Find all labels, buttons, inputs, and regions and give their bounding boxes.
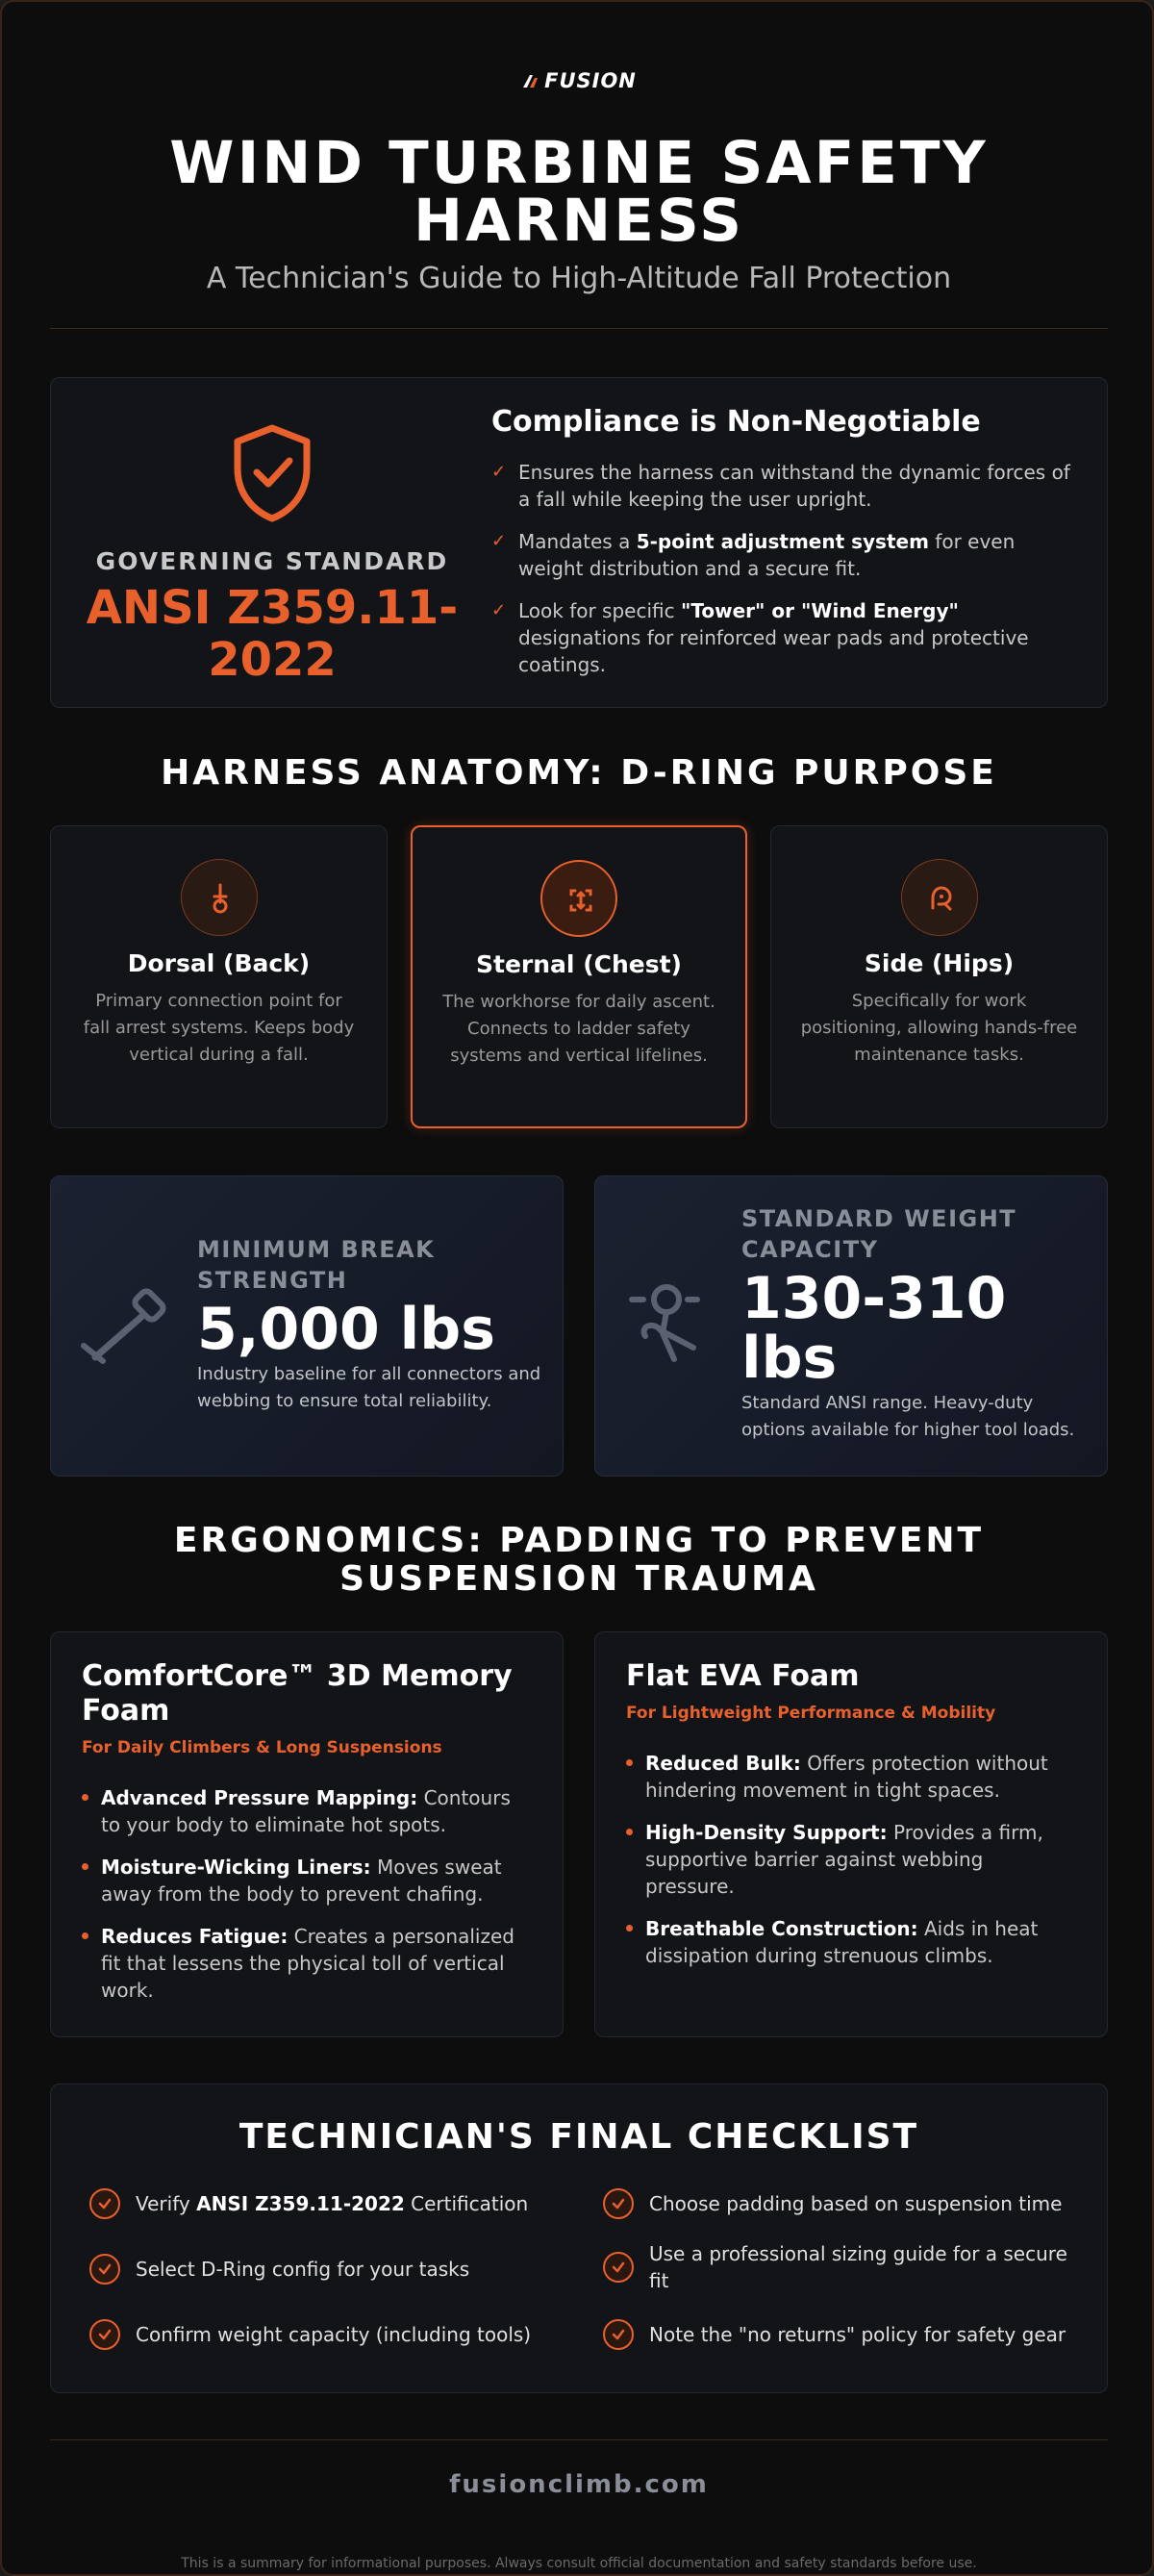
brand-logo[interactable]	[2, 69, 1154, 93]
d-ring-name: Side (Hips)	[864, 949, 1015, 977]
stat-value: 5,000 lbs	[197, 1296, 495, 1363]
compliance-title: Compliance is Non-Negotiable	[491, 405, 981, 439]
anatomy-section-title: HARNESS ANATOMY: D-RING PURPOSE	[161, 753, 997, 793]
stat-label: MINIMUM BREAK STRENGTH	[197, 1236, 436, 1294]
d-ring-description: Specifically for work positioning, allowing hands-free maintenance tasks.	[800, 991, 1078, 1065]
pad-subtitle: For Daily Climbers & Long Suspensions	[82, 1738, 442, 1757]
checklist-item[interactable]: Select D-Ring config for your tasks	[89, 2254, 570, 2285]
footer-disclaimer: This is a summary for informational purposes. Always consult official documentation and safety standards before use.	[181, 2556, 977, 2571]
chest-connector-icon	[562, 881, 600, 920]
d-ring-card-side	[770, 825, 1108, 1128]
pad-feature: Advanced Pressure Mapping: Contours to your body to eliminate hot spots.	[82, 1784, 534, 1838]
checklist-item[interactable]: Use a professional sizing guide for a secure fit	[603, 2240, 1084, 2294]
pad-subtitle: For Lightweight Performance & Mobility	[626, 1704, 996, 1723]
d-ring-card-sternal	[411, 825, 747, 1128]
checklist-item[interactable]: Choose padding based on suspension time	[603, 2188, 1084, 2219]
hammer-icon	[78, 1282, 178, 1369]
pad-feature-list	[82, 1784, 534, 2019]
stat-label: STANDARD WEIGHT CAPACITY	[741, 1205, 1017, 1263]
footer-website-link[interactable]: fusionclimb.com	[449, 2470, 709, 2499]
compliance-list	[491, 459, 1078, 694]
check-circle-icon	[603, 2252, 634, 2283]
check-icon: ✓	[491, 462, 507, 482]
anchor-icon	[201, 879, 239, 918]
compliance-point: ✓ Mandates a 5-point adjustment system for even weight distribution and a secure fit.	[491, 530, 1016, 580]
check-circle-icon	[603, 2319, 634, 2350]
stat-value: 130-310 lbs	[741, 1265, 1007, 1392]
check-circle-icon	[89, 2319, 120, 2350]
break-strength-card	[50, 1175, 564, 1477]
compliance-point: ✓ Ensures the harness can withstand the dynamic forces of a fall while keeping the user upright.	[491, 461, 1070, 511]
final-checklist-card	[50, 2084, 1108, 2393]
d-ring-card-dorsal	[50, 825, 388, 1128]
ergonomics-section-title: ERGONOMICS: PADDING TO PREVENT SUSPENSION TRAUMA	[173, 1521, 985, 1599]
d-ring-description: Primary connection point for fall arrest systems. Keeps body vertical during a fall.	[83, 991, 355, 1065]
weight-capacity-card	[594, 1175, 1108, 1477]
pad-card-eva-foam	[594, 1631, 1108, 2037]
governing-standard-label: GOVERNING STANDARD	[95, 547, 449, 575]
pad-title: Flat EVA Foam	[626, 1659, 860, 1693]
governing-standard-value: ANSI Z359.11-2022	[86, 581, 459, 687]
checklist-item[interactable]: Verify ANSI Z359.11-2022 Certification	[89, 2188, 570, 2219]
pad-feature: High-Density Support: Provides a firm, supportive barrier against webbing pressure.	[626, 1819, 1078, 1900]
final-checklist-title: TECHNICIAN'S FINAL CHECKLIST	[238, 2117, 919, 2157]
footer-divider	[50, 2439, 1108, 2440]
shield-check-icon	[230, 422, 314, 522]
check-icon: ✓	[491, 531, 507, 551]
stat-description: Standard ANSI range. Heavy-duty options available for higher tool loads.	[741, 1393, 1075, 1440]
check-icon: ✓	[491, 600, 507, 620]
d-ring-name: Dorsal (Back)	[127, 949, 311, 977]
page-subtitle: A Technician's Guide to High-Altitude Fall Protection	[206, 262, 952, 295]
compliance-card	[50, 377, 1108, 708]
check-circle-icon	[89, 2254, 120, 2285]
pad-feature: Moisture-Wicking Liners: Moves sweat away from the body to prevent chafing.	[82, 1854, 534, 1907]
pad-feature-list	[626, 1750, 1078, 1984]
checklist-item[interactable]: Note the "no returns" policy for safety gear	[603, 2319, 1084, 2350]
pad-feature: Reduced Bulk: Offers protection without hindering movement in tight spaces.	[626, 1750, 1078, 1804]
pad-card-memory-foam	[50, 1631, 564, 2037]
pad-feature: Breathable Construction: Aids in heat dissipation during strenuous climbs.	[626, 1915, 1078, 1969]
logo-text: FUSION	[544, 69, 637, 92]
check-circle-icon	[603, 2188, 634, 2219]
pad-feature: Reduces Fatigue: Creates a personalized fit that lessens the physical toll of vertical work.	[82, 1923, 534, 2004]
d-ring-description: The workhorse for daily ascent. Connects to ladder safety systems and vertical lifelines.	[442, 992, 715, 1066]
compliance-point: ✓ Look for specific "Tower" or "Wind Energy" designations for reinforced wear pads and protective coatings.	[491, 599, 1029, 676]
logo-mark-icon	[521, 72, 542, 89]
climber-icon	[626, 1280, 703, 1373]
page-title: WIND TURBINE SAFETY HARNESS	[169, 129, 989, 255]
checklist-item[interactable]: Confirm weight capacity (including tools)	[89, 2319, 570, 2350]
d-ring-name: Sternal (Chest)	[476, 950, 682, 978]
pad-title: ComfortCore™ 3D Memory Foam	[82, 1659, 513, 1728]
stat-description: Industry baseline for all connectors and webbing to ensure total reliability.	[197, 1364, 541, 1411]
header-divider	[50, 328, 1108, 329]
check-circle-icon	[89, 2188, 120, 2219]
positioning-icon	[921, 879, 960, 918]
